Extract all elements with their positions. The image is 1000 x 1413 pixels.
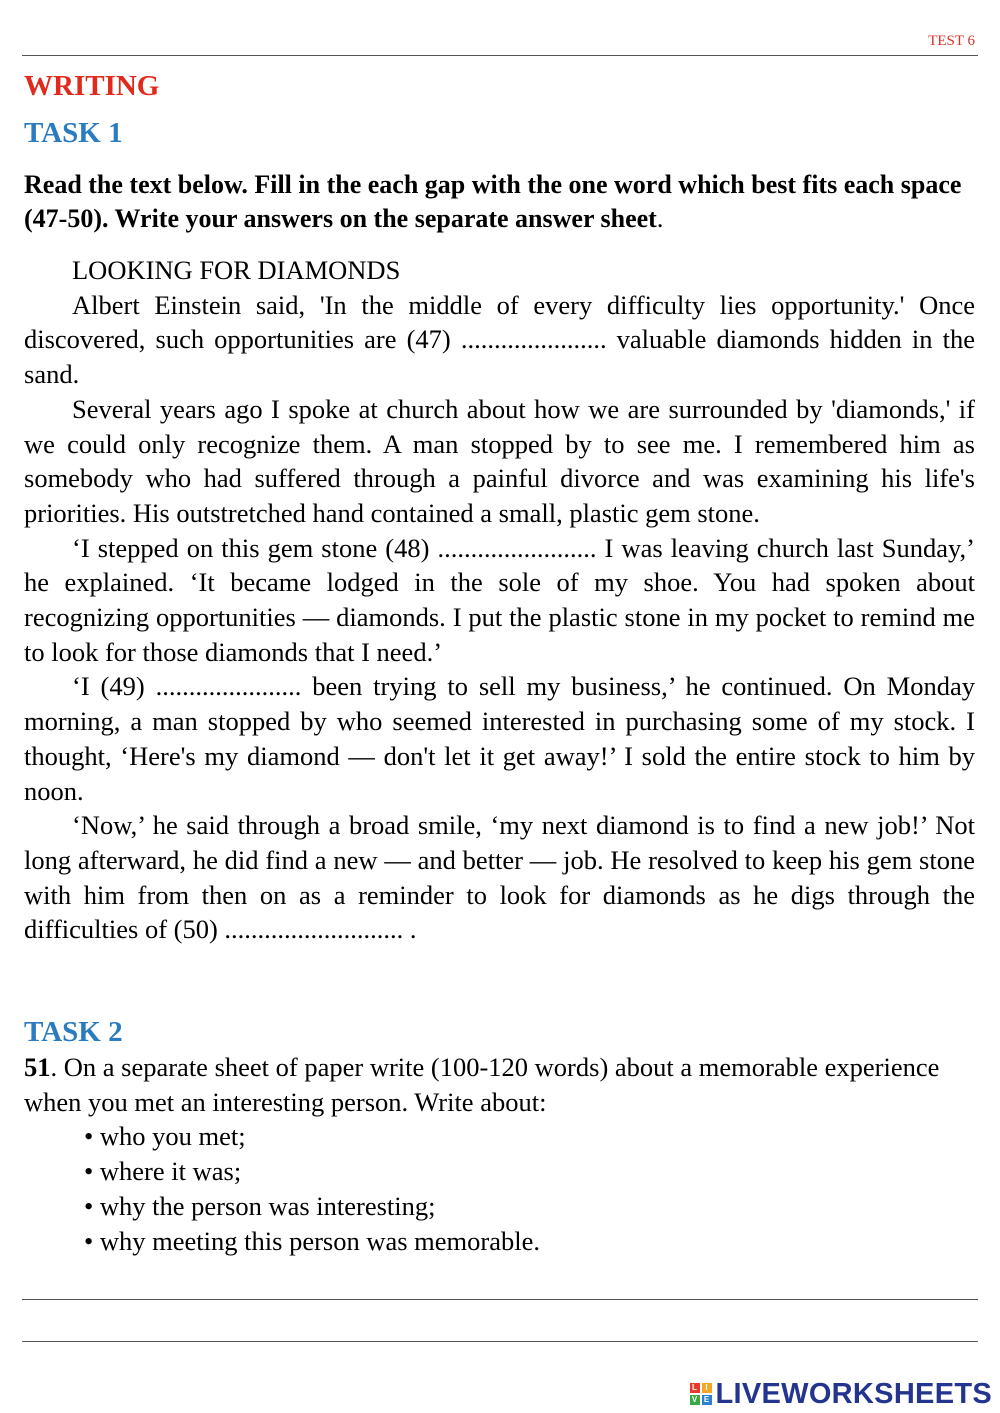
logo-mark-letter: I bbox=[702, 1383, 712, 1393]
task2-prompt bbox=[24, 1050, 975, 1119]
test-label: TEST 6 bbox=[928, 33, 975, 49]
liveworksheets-logo[interactable] bbox=[690, 1376, 993, 1412]
list-item: • why meeting this person was memorable. bbox=[84, 1225, 540, 1256]
task1-title: TASK 1 bbox=[24, 117, 123, 149]
passage-paragraph: Several years ago I spoke at church about how we are surrounded by 'diamonds,' if we could only recognize them. A man stopped by to see me. I remembered him as somebody who had suffered through a painful divorce and was examining his life's priorities. His outstretched hand contained a small, plastic gem stone. bbox=[24, 393, 975, 528]
footer-divider-2 bbox=[22, 1341, 978, 1342]
task2-prompt-text: . On a separate sheet of paper write (100-120 words) about a memorable experience when you met an interesting person. Write about: bbox=[24, 1052, 940, 1117]
logo-text: LIVEWORKSHEETS bbox=[715, 1377, 992, 1410]
question-number: 51 bbox=[24, 1052, 51, 1082]
task2-prompt-block bbox=[24, 1050, 975, 1258]
passage-paragraph: ‘I stepped on this gem stone (48) ........................ I was leaving church last Sunday,’ he explained. ‘It became lodged in the sole of my shoe. You had spoken about recognizing opportunities — diamonds. I put the plastic stone in my pocket to remind me to look for those diamonds that I need.’ bbox=[24, 532, 975, 667]
logo-mark-icon bbox=[690, 1383, 712, 1405]
list-item: • why the person was interesting; bbox=[84, 1190, 436, 1221]
passage-paragraph: ‘I (49) ...................... been trying to sell my business,’ he continued. On Monday morning, a man stopped by who seemed interested in purchasing some of my stock. I thought, ‘Here's my diamond — don't let it get away!’ I sold the entire stock to him by noon. bbox=[24, 671, 975, 806]
task1-instructions-end: . bbox=[656, 204, 664, 233]
task1-instructions-text: Read the text below. Fill in the each gap with the one word which best fits each space (47-50). Write your answers on the separate answer sheet bbox=[24, 170, 962, 233]
list-item: • who you met; bbox=[84, 1121, 246, 1152]
task2-bullet-list bbox=[24, 1119, 975, 1258]
reading-passage bbox=[24, 253, 975, 947]
logo-mark-letter: V bbox=[690, 1395, 700, 1405]
passage-title: LOOKING FOR DIAMONDS bbox=[72, 255, 401, 285]
logo-mark-letter: L bbox=[690, 1383, 700, 1393]
logo-mark-letter: E bbox=[702, 1395, 712, 1405]
passage-paragraph: Albert Einstein said, 'In the middle of every difficulty lies opportunity.' Once discovered, such opportunities are (47) ...................... valuable diamonds hidden in the sand. bbox=[24, 289, 975, 390]
section-title: WRITING bbox=[24, 70, 160, 102]
task2-title: TASK 2 bbox=[24, 1016, 123, 1048]
list-item: • where it was; bbox=[84, 1156, 242, 1187]
passage-paragraph: ‘Now,’ he said through a broad smile, ‘my next diamond is to find a new job!’ Not long afterward, he did find a new — and better — job. He resolved to keep his gem stone with him from then on as a reminder to look for diamonds as he digs through the difficulties of (50) ........................... . bbox=[24, 810, 975, 945]
footer-divider-1 bbox=[22, 1299, 978, 1300]
top-divider bbox=[22, 55, 978, 56]
task1-instructions bbox=[24, 168, 975, 236]
